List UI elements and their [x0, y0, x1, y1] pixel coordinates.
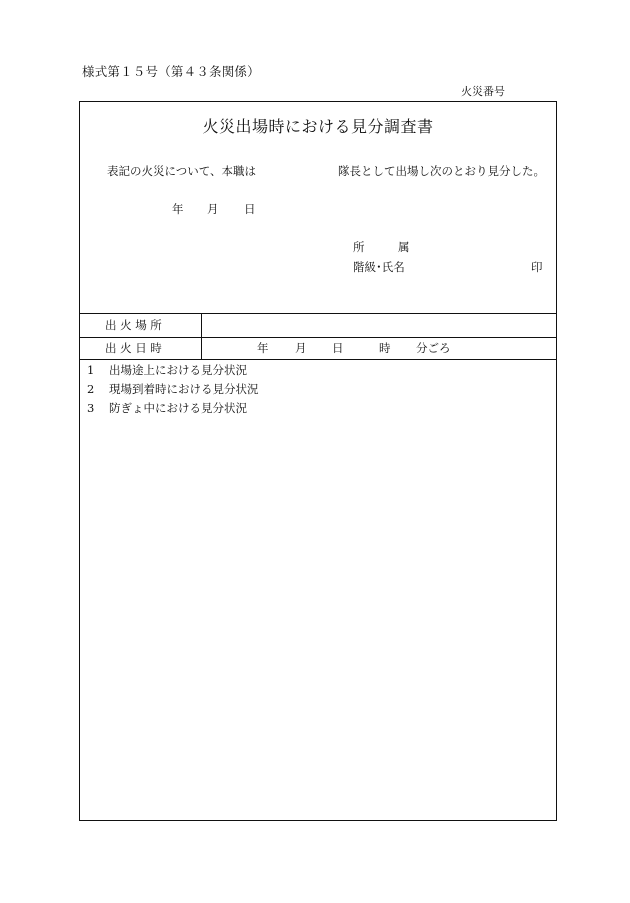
- fire-location-label: 出火場所: [105, 318, 166, 332]
- date-year-label: 年: [172, 202, 184, 216]
- table-top-rule: [80, 313, 556, 314]
- section-label: 現場到着時における見分状況: [109, 382, 259, 396]
- document-title: 火災出場時における見分調査書: [202, 117, 434, 136]
- table-middle-rule: [80, 337, 556, 338]
- list-item: [87, 384, 259, 396]
- list-item: [87, 365, 247, 377]
- affiliation-label-1: 所: [353, 240, 365, 254]
- fire-time-label: 出火日時: [105, 341, 166, 355]
- section-number: 1: [87, 363, 95, 377]
- fire-time-day: 日: [332, 341, 344, 355]
- affiliation-label-2: 属: [398, 240, 410, 254]
- fire-time-hour: 時: [379, 341, 391, 355]
- section-number: 2: [87, 382, 95, 396]
- list-item: [87, 403, 247, 415]
- section-number: 3: [87, 401, 95, 415]
- table-bottom-rule: [80, 359, 556, 360]
- section-label: 出場途上における見分状況: [109, 363, 247, 377]
- date-month-label: 月: [207, 202, 219, 216]
- fire-time-minute: 分ごろ: [416, 341, 451, 355]
- section-label: 防ぎょ中における見分状況: [109, 401, 247, 415]
- rank-name-label: 階級･氏名: [353, 260, 405, 274]
- fire-time-year: 年: [257, 341, 269, 355]
- table-column-divider: [201, 313, 202, 359]
- fire-time-month: 月: [295, 341, 307, 355]
- seal-label: 印: [531, 260, 543, 274]
- fire-number-label: 火災番号: [461, 85, 505, 98]
- report-frame: [79, 101, 557, 821]
- form-number: 様式第１５号（第４３条関係）: [82, 64, 260, 79]
- statement-prefix: 表記の火災について、本職は: [107, 164, 257, 178]
- date-day-label: 日: [244, 202, 256, 216]
- statement-suffix: 隊長として出場し次のとおり見分した。: [338, 164, 545, 178]
